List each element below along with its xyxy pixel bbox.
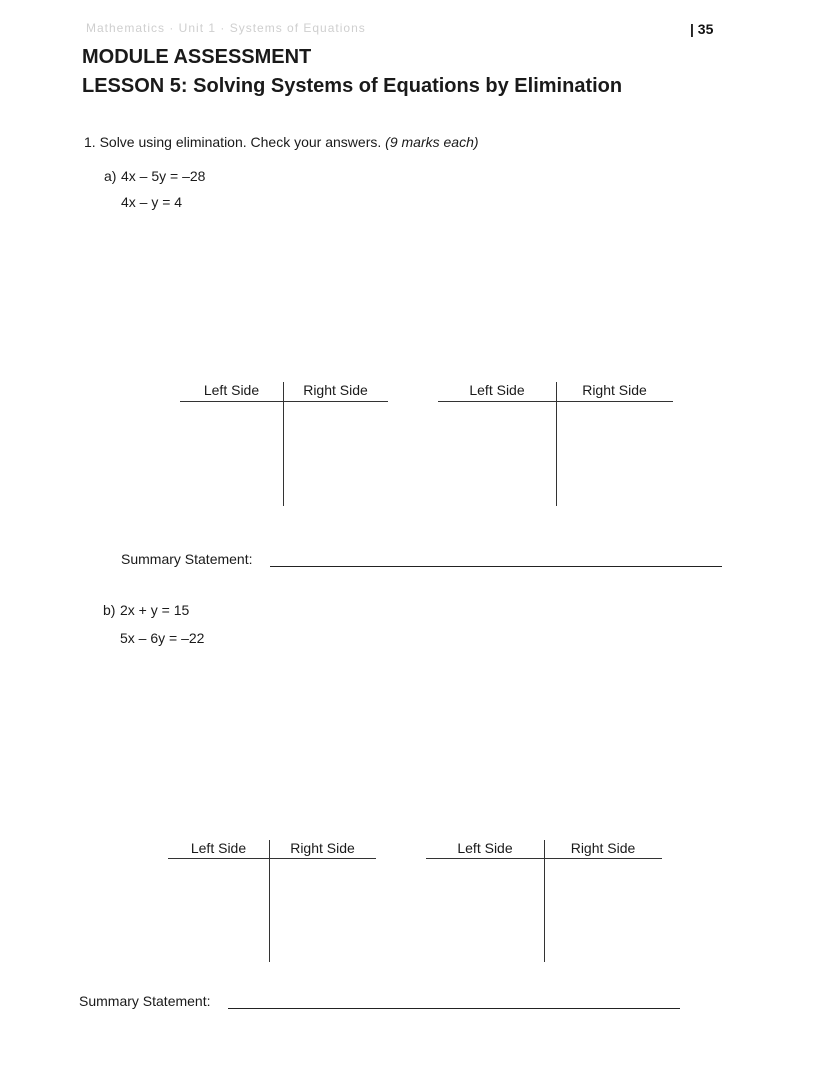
table-divider-vertical (556, 382, 557, 506)
table-divider-horizontal (168, 858, 376, 859)
left-side-header: Left Side (190, 840, 247, 856)
right-side-header: Right Side (570, 840, 636, 856)
table-divider-vertical (544, 840, 545, 962)
check-table-a-1 (180, 382, 388, 506)
left-side-header: Left Side (203, 382, 260, 398)
part-a-label: a) (104, 168, 117, 184)
module-title: MODULE ASSESSMENT (82, 46, 312, 68)
right-side-header: Right Side (290, 840, 355, 856)
check-table-b-2 (426, 840, 662, 962)
table-divider-horizontal (180, 401, 388, 402)
table-divider-vertical (283, 382, 284, 506)
summary-label-a: Summary Statement: (121, 551, 253, 567)
summary-answer-line-a[interactable] (270, 566, 722, 567)
part-b-equation-1: 2x + y = 15 (120, 602, 190, 618)
lesson-title: LESSON 5: Solving Systems of Equations by Elimination (82, 75, 623, 97)
part-b-label: b) (103, 602, 116, 618)
summary-answer-line-b[interactable] (228, 1008, 680, 1009)
left-side-header: Left Side (457, 840, 513, 856)
table-divider-vertical (269, 840, 270, 962)
check-table-b-1 (168, 840, 376, 962)
page-number: | 35 (690, 21, 714, 37)
part-b-equation-2: 5x – 6y = –22 (120, 630, 205, 646)
question-instruction (84, 134, 479, 150)
marks-note: (9 marks each) (385, 134, 479, 150)
right-side-header: Right Side (582, 382, 647, 398)
summary-label-b: Summary Statement: (79, 993, 211, 1009)
instruction-text: 1. Solve using elimination. Check your answers. (84, 134, 382, 150)
part-a-equation-2: 4x – y = 4 (121, 194, 183, 210)
left-side-header: Left Side (469, 382, 525, 398)
right-side-header: Right Side (303, 382, 368, 398)
part-a-equation-1: 4x – 5y = –28 (121, 168, 206, 184)
check-table-a-2 (438, 382, 673, 506)
running-header: Mathematics · Unit 1 · Systems of Equations (86, 21, 366, 35)
